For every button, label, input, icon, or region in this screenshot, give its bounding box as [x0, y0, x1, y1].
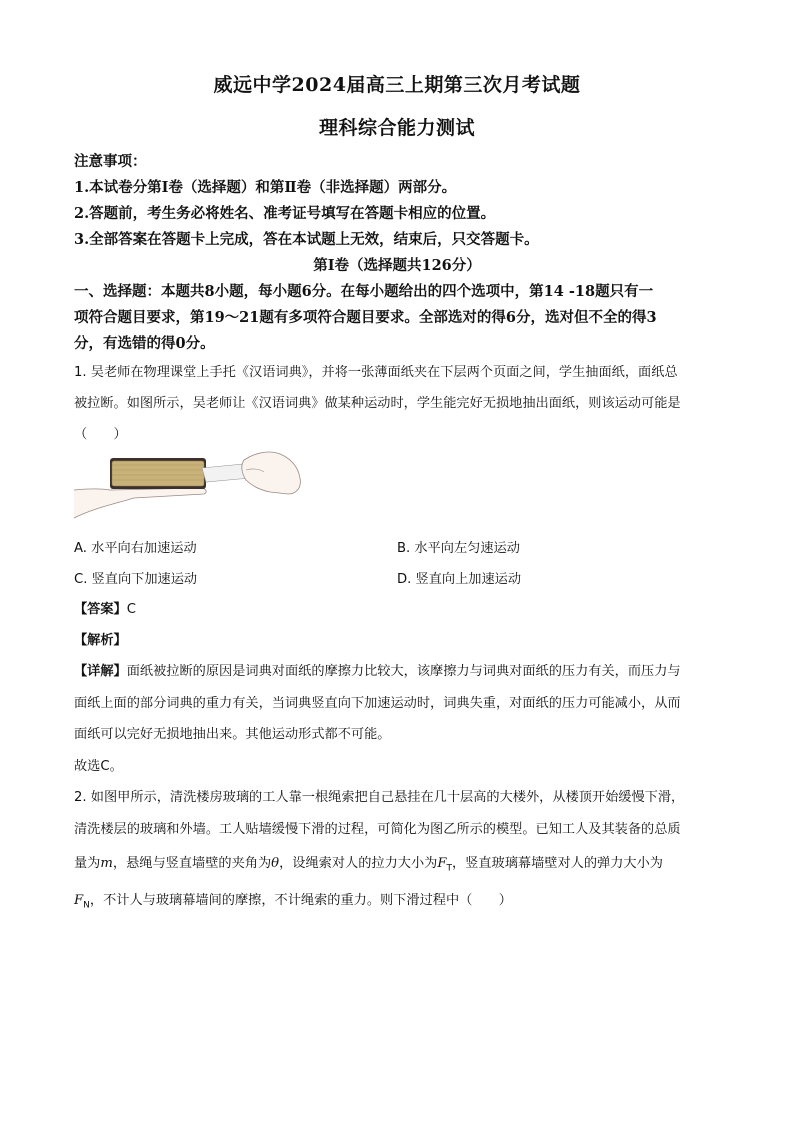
q2-stem-line-3 — [74, 852, 663, 874]
q1-detail-line-1 — [74, 660, 681, 679]
answer-label: 【答案】 — [74, 602, 127, 617]
q2-text-b: ，悬绳与竖直墙壁的夹角为 — [112, 856, 272, 871]
q2-stem-line-1: 2. 如图甲所示，清洗楼房玻璃的工人靠一根绳索把自己悬挂在几十层高的大楼外，从楼顶开始缓慢下滑， — [74, 790, 685, 805]
q2-text-d: ，竖直玻璃幕墙壁对人的弹力大小为 — [452, 856, 663, 871]
supporting-hand-icon — [74, 488, 206, 518]
notice-item-2: 2.答题前，考生务必将姓名、准考证号填写在答题卡相应的位置。 — [74, 205, 496, 222]
notice-heading: 注意事项： — [74, 153, 147, 170]
q1-detail-line-3: 面纸可以完好无损地抽出来。其他运动形式都不可能。 — [74, 727, 391, 742]
q1-option-d[interactable]: D. 竖直向上加速运动 — [397, 572, 522, 587]
q1-stem-line-1: 1. 吴老师在物理课堂上手托《汉语词典》，并将一张薄面纸夹在下层两个页面之间，学生抽面纸，面纸总 — [74, 365, 678, 380]
book-hand-figure — [74, 448, 304, 524]
detail-label: 【详解】 — [74, 664, 127, 679]
mass-symbol: m — [100, 856, 113, 871]
tension-subscript: T — [446, 863, 452, 874]
q1-analysis-label: 【解析】 — [74, 633, 127, 648]
normal-force-subscript: N — [83, 900, 90, 911]
notice-item-3: 3.全部答案在答题卡上完成，答在本试题上无效，结束后，只交答题卡。 — [74, 231, 539, 248]
theta-symbol: θ — [271, 856, 280, 871]
section-heading: 第Ⅰ卷（选择题共126分） — [313, 257, 481, 274]
exam-title: 威远中学2024届高三上期第三次月考试题 — [213, 74, 581, 96]
tension-symbol: F — [437, 856, 447, 871]
detail-text-1: 面纸被拉断的原因是词典对面纸的摩擦力比较大，该摩擦力与词典对面纸的压力有关，而压力与 — [126, 664, 681, 679]
section-instructions-2: 项符合题目要求，第19～21题有多项符合题目要求。全部选对的得6分，选对但不全的得3 — [74, 309, 657, 326]
q2-text-e: ，不计人与玻璃幕墙间的摩擦，不计绳索的重力。则下滑过程中（ ） — [89, 893, 512, 908]
q2-stem-line-4 — [74, 889, 512, 911]
q1-stem-line-2: 被拉断。如图所示，吴老师让《汉语词典》做某种运动时，学生能完好无损地抽出面纸，则该运动可能是 — [74, 396, 681, 411]
q1-option-b[interactable]: B. 水平向左匀速运动 — [397, 541, 520, 556]
exam-subtitle: 理科综合能力测试 — [318, 117, 475, 139]
q1-stem-line-3: （ ） — [74, 427, 127, 442]
notice-item-1: 1.本试卷分第Ⅰ卷（选择题）和第Ⅱ卷（非选择题）两部分。 — [74, 179, 457, 196]
normal-force-symbol: F — [74, 893, 84, 908]
q1-option-a[interactable]: A. 水平向右加速运动 — [74, 541, 197, 556]
section-instructions-1: 一、选择题：本题共8小题，每小题6分。在每小题给出的四个选项中，第14 -18题只有一 — [74, 283, 654, 300]
section-instructions-3: 分，有选错的得0分。 — [74, 335, 215, 352]
q1-detail-line-2: 面纸上面的部分词典的重力有关，当词典竖直向下加速运动时，词典失重，对面纸的压力可能减小，从而 — [74, 696, 681, 711]
q1-option-c[interactable]: C. 竖直向下加速运动 — [74, 572, 198, 587]
q2-stem-line-2: 清洗楼层的玻璃和外墙。工人贴墙缓慢下滑的过程，可简化为图乙所示的模型。已知工人及其装备的总质 — [74, 822, 681, 837]
pulling-hand-icon — [242, 452, 301, 494]
q1-conclusion: 故选C。 — [74, 759, 123, 774]
answer-value: C — [126, 602, 136, 617]
q2-text-a: 量为 — [74, 856, 101, 871]
q1-answer — [74, 598, 136, 617]
q2-text-c: ，设绳索对人的拉力大小为 — [279, 856, 438, 871]
